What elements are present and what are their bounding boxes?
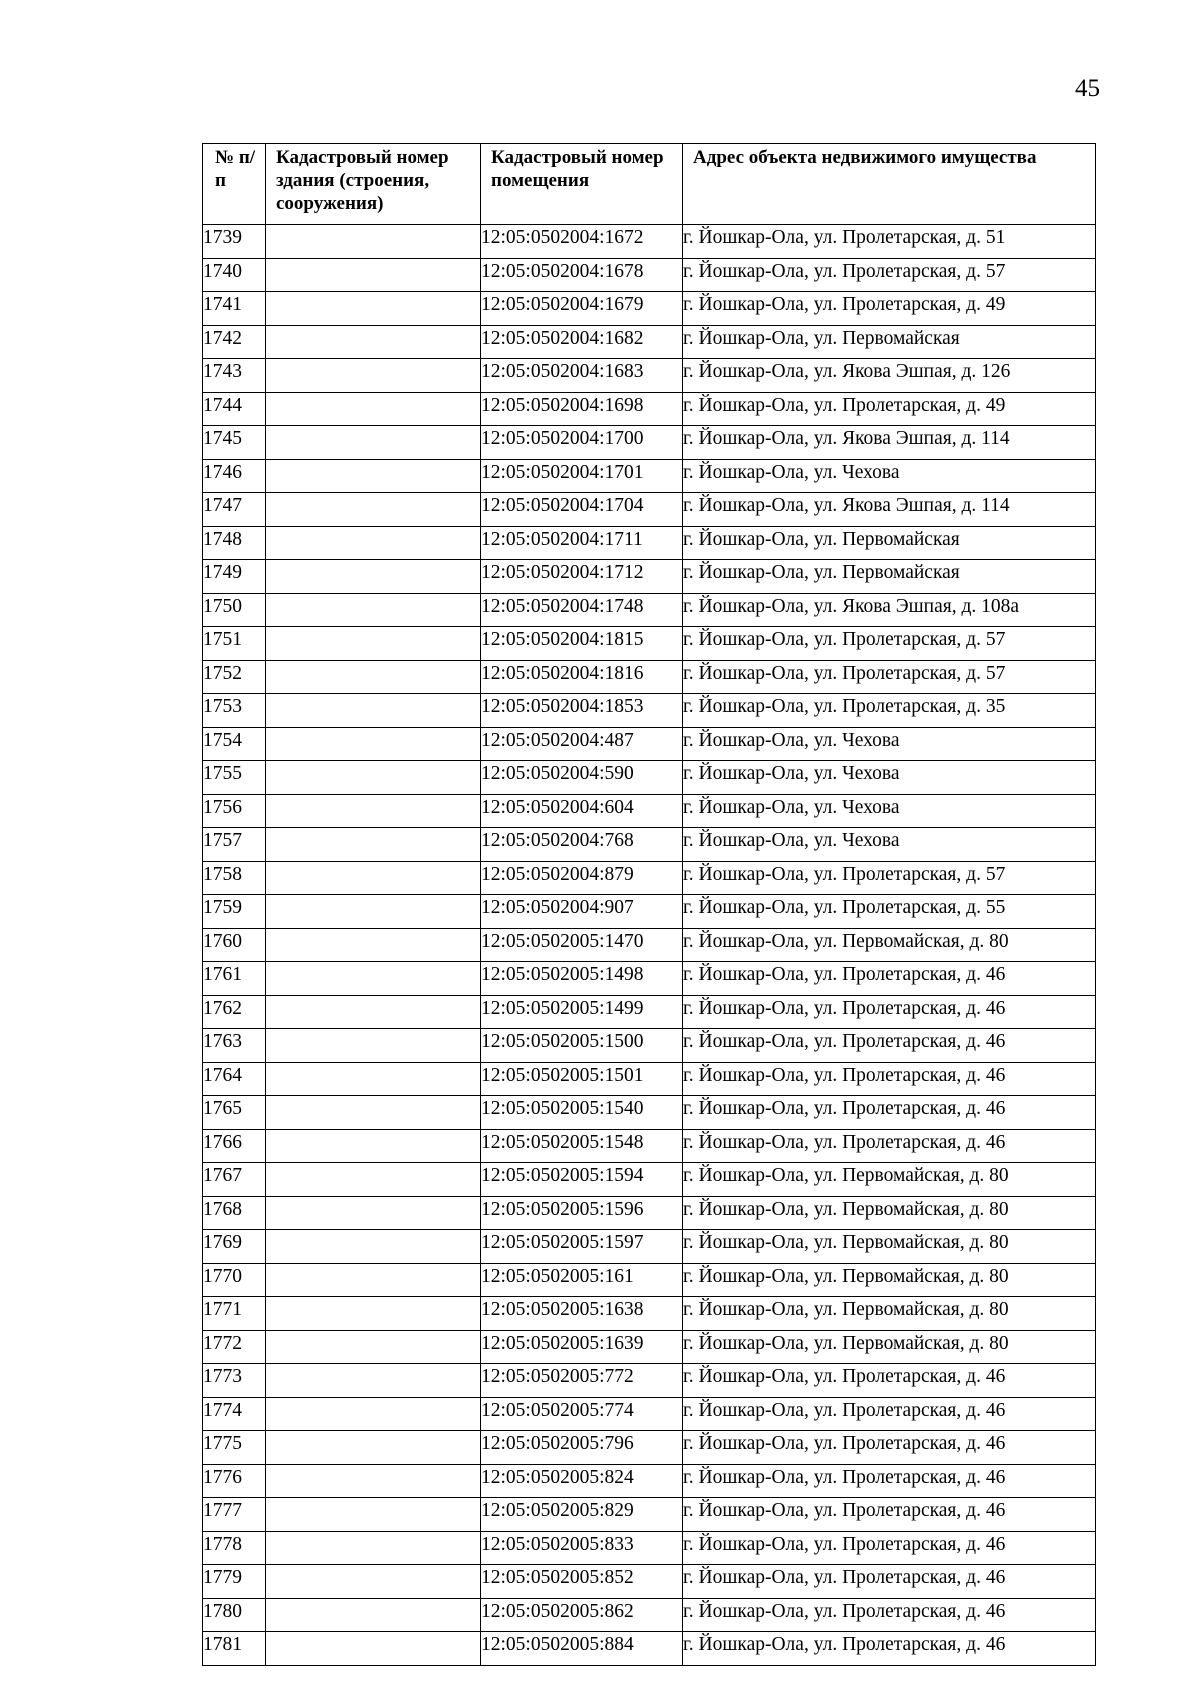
cell-building-cadastre bbox=[266, 962, 481, 996]
cell-room-cadastre: 12:05:0502004:590 bbox=[481, 761, 683, 795]
cell-row-number: 1764 bbox=[203, 1062, 266, 1096]
cell-address: г. Йошкар-Ола, ул. Якова Эшпая, д. 114 bbox=[683, 426, 1096, 460]
cell-room-cadastre: 12:05:0502005:833 bbox=[481, 1531, 683, 1565]
table-row bbox=[203, 1230, 1096, 1264]
cell-address: г. Йошкар-Ола, ул. Чехова bbox=[683, 828, 1096, 862]
cell-row-number: 1774 bbox=[203, 1397, 266, 1431]
cell-row-number: 1756 bbox=[203, 794, 266, 828]
table-row bbox=[203, 861, 1096, 895]
cell-address: г. Йошкар-Ола, ул. Пролетарская, д. 46 bbox=[683, 962, 1096, 996]
cell-building-cadastre bbox=[266, 1096, 481, 1130]
cell-room-cadastre: 12:05:0502005:884 bbox=[481, 1632, 683, 1666]
header-room-cadastre: Кадастровый номер помещения bbox=[481, 144, 683, 225]
cell-building-cadastre bbox=[266, 426, 481, 460]
cell-room-cadastre: 12:05:0502005:862 bbox=[481, 1598, 683, 1632]
cell-row-number: 1777 bbox=[203, 1498, 266, 1532]
cell-address: г. Йошкар-Ола, ул. Пролетарская, д. 46 bbox=[683, 1397, 1096, 1431]
cell-building-cadastre bbox=[266, 1330, 481, 1364]
table-row bbox=[203, 459, 1096, 493]
cell-building-cadastre bbox=[266, 761, 481, 795]
cell-row-number: 1759 bbox=[203, 895, 266, 929]
table-row bbox=[203, 258, 1096, 292]
cell-building-cadastre bbox=[266, 828, 481, 862]
table-row bbox=[203, 426, 1096, 460]
cell-room-cadastre: 12:05:0502005:772 bbox=[481, 1364, 683, 1398]
table-row bbox=[203, 794, 1096, 828]
table-row bbox=[203, 1129, 1096, 1163]
cell-row-number: 1751 bbox=[203, 627, 266, 661]
cell-row-number: 1778 bbox=[203, 1531, 266, 1565]
cell-room-cadastre: 12:05:0502005:161 bbox=[481, 1263, 683, 1297]
table-row bbox=[203, 593, 1096, 627]
cell-row-number: 1767 bbox=[203, 1163, 266, 1197]
cell-building-cadastre bbox=[266, 1196, 481, 1230]
cell-building-cadastre bbox=[266, 258, 481, 292]
cell-address: г. Йошкар-Ола, ул. Чехова bbox=[683, 459, 1096, 493]
cell-room-cadastre: 12:05:0502005:829 bbox=[481, 1498, 683, 1532]
cell-building-cadastre bbox=[266, 1531, 481, 1565]
cell-building-cadastre bbox=[266, 1062, 481, 1096]
cell-address: г. Йошкар-Ола, ул. Первомайская bbox=[683, 325, 1096, 359]
cell-row-number: 1757 bbox=[203, 828, 266, 862]
cell-row-number: 1776 bbox=[203, 1464, 266, 1498]
cell-address: г. Йошкар-Ола, ул. Первомайская bbox=[683, 560, 1096, 594]
cell-room-cadastre: 12:05:0502004:1711 bbox=[481, 526, 683, 560]
cell-row-number: 1765 bbox=[203, 1096, 266, 1130]
cell-room-cadastre: 12:05:0502004:1712 bbox=[481, 560, 683, 594]
cell-building-cadastre bbox=[266, 727, 481, 761]
header-address: Адрес объекта недвижимого имущества bbox=[683, 144, 1096, 225]
cell-room-cadastre: 12:05:0502004:1698 bbox=[481, 392, 683, 426]
cell-building-cadastre bbox=[266, 392, 481, 426]
cell-room-cadastre: 12:05:0502004:1701 bbox=[481, 459, 683, 493]
cell-building-cadastre bbox=[266, 1464, 481, 1498]
cell-row-number: 1752 bbox=[203, 660, 266, 694]
table-row bbox=[203, 1029, 1096, 1063]
cell-row-number: 1745 bbox=[203, 426, 266, 460]
table-row bbox=[203, 1565, 1096, 1599]
cell-address: г. Йошкар-Ола, ул. Пролетарская, д. 46 bbox=[683, 1364, 1096, 1398]
table-row bbox=[203, 895, 1096, 929]
cell-address: г. Йошкар-Ола, ул. Пролетарская, д. 46 bbox=[683, 1062, 1096, 1096]
cell-address: г. Йошкар-Ола, ул. Пролетарская, д. 46 bbox=[683, 1096, 1096, 1130]
cell-address: г. Йошкар-Ола, ул. Пролетарская, д. 35 bbox=[683, 694, 1096, 728]
cell-address: г. Йошкар-Ола, ул. Пролетарская, д. 55 bbox=[683, 895, 1096, 929]
cell-address: г. Йошкар-Ола, ул. Якова Эшпая, д. 126 bbox=[683, 359, 1096, 393]
cell-room-cadastre: 12:05:0502004:1816 bbox=[481, 660, 683, 694]
cell-row-number: 1772 bbox=[203, 1330, 266, 1364]
cell-address: г. Йошкар-Ола, ул. Пролетарская, д. 46 bbox=[683, 1565, 1096, 1599]
cell-address: г. Йошкар-Ола, ул. Чехова bbox=[683, 761, 1096, 795]
cell-room-cadastre: 12:05:0502004:907 bbox=[481, 895, 683, 929]
cell-address: г. Йошкар-Ола, ул. Первомайская, д. 80 bbox=[683, 928, 1096, 962]
cell-address: г. Йошкар-Ола, ул. Первомайская, д. 80 bbox=[683, 1263, 1096, 1297]
table-row bbox=[203, 1062, 1096, 1096]
cell-room-cadastre: 12:05:0502005:1499 bbox=[481, 995, 683, 1029]
cell-building-cadastre bbox=[266, 225, 481, 259]
cell-address: г. Йошкар-Ола, ул. Первомайская bbox=[683, 526, 1096, 560]
cell-row-number: 1780 bbox=[203, 1598, 266, 1632]
cell-row-number: 1750 bbox=[203, 593, 266, 627]
cell-building-cadastre bbox=[266, 928, 481, 962]
cell-row-number: 1753 bbox=[203, 694, 266, 728]
cell-room-cadastre: 12:05:0502004:1678 bbox=[481, 258, 683, 292]
cell-address: г. Йошкар-Ола, ул. Пролетарская, д. 46 bbox=[683, 1129, 1096, 1163]
table-header-row bbox=[203, 144, 1096, 225]
cell-address: г. Йошкар-Ола, ул. Пролетарская, д. 46 bbox=[683, 1464, 1096, 1498]
property-registry-table bbox=[202, 143, 1096, 1666]
cell-building-cadastre bbox=[266, 292, 481, 326]
cell-address: г. Йошкар-Ола, ул. Пролетарская, д. 46 bbox=[683, 1029, 1096, 1063]
cell-row-number: 1775 bbox=[203, 1431, 266, 1465]
cell-building-cadastre bbox=[266, 660, 481, 694]
cell-address: г. Йошкар-Ола, ул. Чехова bbox=[683, 794, 1096, 828]
cell-building-cadastre bbox=[266, 861, 481, 895]
cell-building-cadastre bbox=[266, 1632, 481, 1666]
cell-row-number: 1770 bbox=[203, 1263, 266, 1297]
cell-room-cadastre: 12:05:0502004:879 bbox=[481, 861, 683, 895]
table-row bbox=[203, 627, 1096, 661]
cell-room-cadastre: 12:05:0502004:1748 bbox=[481, 593, 683, 627]
cell-building-cadastre bbox=[266, 1364, 481, 1398]
cell-room-cadastre: 12:05:0502005:796 bbox=[481, 1431, 683, 1465]
table-row bbox=[203, 493, 1096, 527]
cell-building-cadastre bbox=[266, 526, 481, 560]
cell-room-cadastre: 12:05:0502004:1679 bbox=[481, 292, 683, 326]
cell-building-cadastre bbox=[266, 560, 481, 594]
cell-building-cadastre bbox=[266, 1129, 481, 1163]
cell-building-cadastre bbox=[266, 1230, 481, 1264]
cell-row-number: 1773 bbox=[203, 1364, 266, 1398]
cell-row-number: 1739 bbox=[203, 225, 266, 259]
table-row bbox=[203, 1364, 1096, 1398]
cell-building-cadastre bbox=[266, 627, 481, 661]
cell-building-cadastre bbox=[266, 1297, 481, 1331]
cell-building-cadastre bbox=[266, 493, 481, 527]
cell-address: г. Йошкар-Ола, ул. Первомайская, д. 80 bbox=[683, 1330, 1096, 1364]
table-row bbox=[203, 560, 1096, 594]
cell-room-cadastre: 12:05:0502005:1498 bbox=[481, 962, 683, 996]
cell-room-cadastre: 12:05:0502005:1638 bbox=[481, 1297, 683, 1331]
cell-row-number: 1749 bbox=[203, 560, 266, 594]
table-row bbox=[203, 1330, 1096, 1364]
table-row bbox=[203, 1464, 1096, 1498]
cell-building-cadastre bbox=[266, 1431, 481, 1465]
cell-row-number: 1758 bbox=[203, 861, 266, 895]
cell-address: г. Йошкар-Ола, ул. Пролетарская, д. 46 bbox=[683, 1498, 1096, 1532]
cell-address: г. Йошкар-Ола, ул. Пролетарская, д. 46 bbox=[683, 1598, 1096, 1632]
cell-address: г. Йошкар-Ола, ул. Пролетарская, д. 57 bbox=[683, 258, 1096, 292]
cell-row-number: 1763 bbox=[203, 1029, 266, 1063]
cell-building-cadastre bbox=[266, 794, 481, 828]
table-row bbox=[203, 1632, 1096, 1666]
cell-row-number: 1754 bbox=[203, 727, 266, 761]
table-row bbox=[203, 1397, 1096, 1431]
cell-row-number: 1740 bbox=[203, 258, 266, 292]
cell-row-number: 1741 bbox=[203, 292, 266, 326]
cell-room-cadastre: 12:05:0502005:852 bbox=[481, 1565, 683, 1599]
cell-row-number: 1779 bbox=[203, 1565, 266, 1599]
table-row bbox=[203, 761, 1096, 795]
cell-row-number: 1742 bbox=[203, 325, 266, 359]
cell-address: г. Йошкар-Ола, ул. Пролетарская, д. 46 bbox=[683, 1531, 1096, 1565]
table-row bbox=[203, 392, 1096, 426]
cell-address: г. Йошкар-Ола, ул. Первомайская, д. 80 bbox=[683, 1297, 1096, 1331]
cell-address: г. Йошкар-Ола, ул. Пролетарская, д. 57 bbox=[683, 627, 1096, 661]
cell-building-cadastre bbox=[266, 895, 481, 929]
cell-row-number: 1781 bbox=[203, 1632, 266, 1666]
table-row bbox=[203, 694, 1096, 728]
table-row bbox=[203, 1498, 1096, 1532]
table-row bbox=[203, 325, 1096, 359]
cell-building-cadastre bbox=[266, 1565, 481, 1599]
cell-address: г. Йошкар-Ола, ул. Первомайская, д. 80 bbox=[683, 1230, 1096, 1264]
cell-room-cadastre: 12:05:0502005:824 bbox=[481, 1464, 683, 1498]
cell-room-cadastre: 12:05:0502004:1704 bbox=[481, 493, 683, 527]
table-row bbox=[203, 1297, 1096, 1331]
cell-room-cadastre: 12:05:0502005:1548 bbox=[481, 1129, 683, 1163]
cell-building-cadastre bbox=[266, 359, 481, 393]
table-row bbox=[203, 1263, 1096, 1297]
table-row bbox=[203, 828, 1096, 862]
cell-address: г. Йошкар-Ола, ул. Пролетарская, д. 46 bbox=[683, 995, 1096, 1029]
cell-address: г. Йошкар-Ола, ул. Якова Эшпая, д. 114 bbox=[683, 493, 1096, 527]
cell-room-cadastre: 12:05:0502005:1639 bbox=[481, 1330, 683, 1364]
cell-row-number: 1747 bbox=[203, 493, 266, 527]
cell-row-number: 1746 bbox=[203, 459, 266, 493]
cell-address: г. Йошкар-Ола, ул. Пролетарская, д. 46 bbox=[683, 1431, 1096, 1465]
cell-building-cadastre bbox=[266, 459, 481, 493]
header-building-cadastre: Кадастровый номер здания (строения, сооружения) bbox=[266, 144, 481, 225]
cell-row-number: 1760 bbox=[203, 928, 266, 962]
table-row bbox=[203, 292, 1096, 326]
cell-room-cadastre: 12:05:0502005:1594 bbox=[481, 1163, 683, 1197]
cell-room-cadastre: 12:05:0502005:1500 bbox=[481, 1029, 683, 1063]
cell-address: г. Йошкар-Ола, ул. Пролетарская, д. 57 bbox=[683, 861, 1096, 895]
cell-building-cadastre bbox=[266, 995, 481, 1029]
table-row bbox=[203, 962, 1096, 996]
cell-row-number: 1743 bbox=[203, 359, 266, 393]
cell-building-cadastre bbox=[266, 1163, 481, 1197]
cell-address: г. Йошкар-Ола, ул. Чехова bbox=[683, 727, 1096, 761]
cell-address: г. Йошкар-Ола, ул. Пролетарская, д. 57 bbox=[683, 660, 1096, 694]
cell-building-cadastre bbox=[266, 325, 481, 359]
table-body bbox=[203, 225, 1096, 1666]
cell-address: г. Йошкар-Ола, ул. Пролетарская, д. 46 bbox=[683, 1632, 1096, 1666]
table-row bbox=[203, 1431, 1096, 1465]
cell-building-cadastre bbox=[266, 1397, 481, 1431]
table-row bbox=[203, 225, 1096, 259]
cell-room-cadastre: 12:05:0502005:1597 bbox=[481, 1230, 683, 1264]
table-row bbox=[203, 1598, 1096, 1632]
cell-room-cadastre: 12:05:0502005:1501 bbox=[481, 1062, 683, 1096]
table-row bbox=[203, 1163, 1096, 1197]
table-row bbox=[203, 660, 1096, 694]
cell-room-cadastre: 12:05:0502005:1470 bbox=[481, 928, 683, 962]
cell-room-cadastre: 12:05:0502004:1682 bbox=[481, 325, 683, 359]
cell-row-number: 1761 bbox=[203, 962, 266, 996]
cell-row-number: 1768 bbox=[203, 1196, 266, 1230]
cell-address: г. Йошкар-Ола, ул. Якова Эшпая, д. 108а bbox=[683, 593, 1096, 627]
cell-row-number: 1744 bbox=[203, 392, 266, 426]
cell-building-cadastre bbox=[266, 1598, 481, 1632]
table-row bbox=[203, 928, 1096, 962]
page-number: 45 bbox=[1075, 75, 1100, 102]
cell-room-cadastre: 12:05:0502005:1596 bbox=[481, 1196, 683, 1230]
cell-row-number: 1748 bbox=[203, 526, 266, 560]
cell-building-cadastre bbox=[266, 694, 481, 728]
cell-room-cadastre: 12:05:0502004:1815 bbox=[481, 627, 683, 661]
cell-room-cadastre: 12:05:0502004:1672 bbox=[481, 225, 683, 259]
cell-room-cadastre: 12:05:0502004:1853 bbox=[481, 694, 683, 728]
table-row bbox=[203, 1196, 1096, 1230]
cell-building-cadastre bbox=[266, 593, 481, 627]
table-row bbox=[203, 995, 1096, 1029]
table-row bbox=[203, 1531, 1096, 1565]
cell-address: г. Йошкар-Ола, ул. Пролетарская, д. 51 bbox=[683, 225, 1096, 259]
cell-row-number: 1766 bbox=[203, 1129, 266, 1163]
cell-room-cadastre: 12:05:0502004:768 bbox=[481, 828, 683, 862]
table-row bbox=[203, 1096, 1096, 1130]
cell-address: г. Йошкар-Ола, ул. Пролетарская, д. 49 bbox=[683, 392, 1096, 426]
cell-room-cadastre: 12:05:0502004:604 bbox=[481, 794, 683, 828]
cell-building-cadastre bbox=[266, 1498, 481, 1532]
cell-row-number: 1771 bbox=[203, 1297, 266, 1331]
cell-building-cadastre bbox=[266, 1263, 481, 1297]
cell-room-cadastre: 12:05:0502004:1700 bbox=[481, 426, 683, 460]
cell-row-number: 1755 bbox=[203, 761, 266, 795]
table-row bbox=[203, 359, 1096, 393]
cell-room-cadastre: 12:05:0502004:487 bbox=[481, 727, 683, 761]
cell-row-number: 1769 bbox=[203, 1230, 266, 1264]
cell-room-cadastre: 12:05:0502004:1683 bbox=[481, 359, 683, 393]
cell-room-cadastre: 12:05:0502005:1540 bbox=[481, 1096, 683, 1130]
cell-address: г. Йошкар-Ола, ул. Первомайская, д. 80 bbox=[683, 1163, 1096, 1197]
header-row-number: № п/п bbox=[203, 144, 266, 225]
table-row bbox=[203, 526, 1096, 560]
cell-address: г. Йошкар-Ола, ул. Первомайская, д. 80 bbox=[683, 1196, 1096, 1230]
cell-room-cadastre: 12:05:0502005:774 bbox=[481, 1397, 683, 1431]
cell-row-number: 1762 bbox=[203, 995, 266, 1029]
table-row bbox=[203, 727, 1096, 761]
cell-address: г. Йошкар-Ола, ул. Пролетарская, д. 49 bbox=[683, 292, 1096, 326]
cell-building-cadastre bbox=[266, 1029, 481, 1063]
